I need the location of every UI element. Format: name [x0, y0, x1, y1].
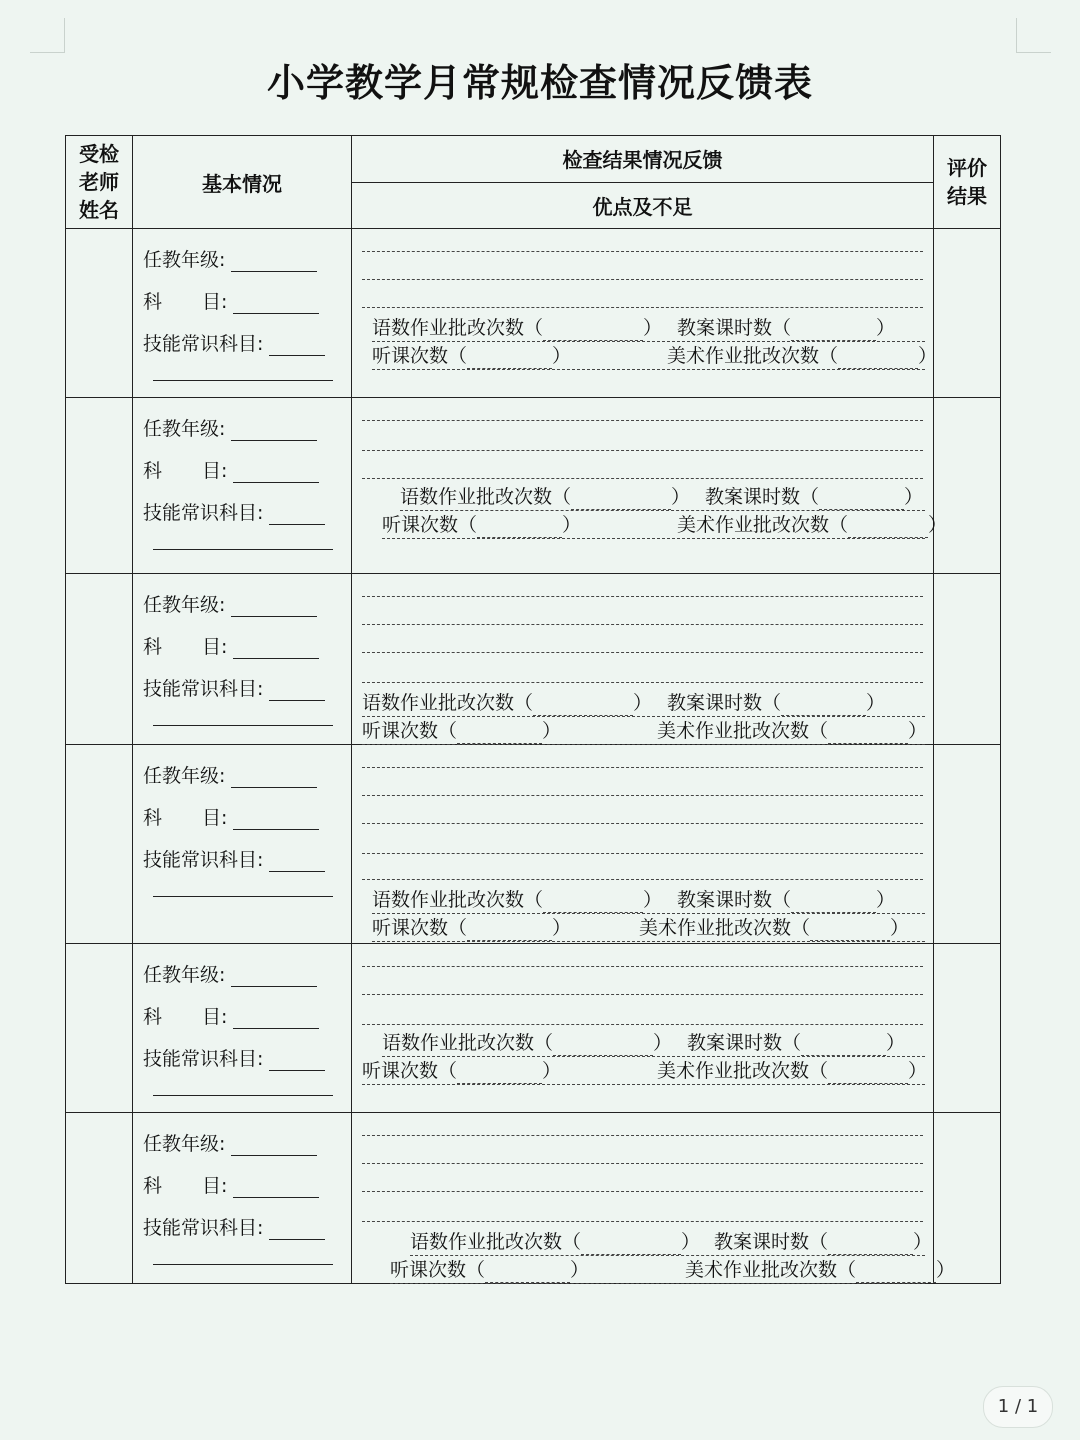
counter-line-2: 听课次数（ ） 美术作业批改次数（ ）	[382, 512, 925, 539]
grade-blank[interactable]	[231, 1135, 317, 1156]
skill-line: 技能常识科目:	[143, 329, 325, 356]
feedback-dashed-line	[362, 652, 923, 653]
header-teacher-name: 受检 老师 姓名	[66, 136, 133, 229]
basic-info-cell	[133, 229, 352, 398]
skill-line: 技能常识科目:	[143, 498, 325, 525]
feedback-dashed-line	[362, 1024, 923, 1025]
feedback-table	[65, 135, 1001, 1284]
counter-line-2: 听课次数（ ） 美术作业批改次数（ ）	[390, 1257, 925, 1284]
feedback-dashed-line	[362, 879, 923, 880]
feedback-dashed-line	[362, 420, 923, 421]
skill-blank[interactable]	[269, 1219, 325, 1240]
grade-line: 任教年级:	[143, 1129, 317, 1156]
teacher-row	[66, 574, 1001, 745]
evaluation-cell[interactable]	[934, 574, 1001, 745]
feedback-dashed-line	[362, 1191, 923, 1192]
feedback-dashed-line	[362, 994, 923, 995]
grade-line: 任教年级:	[143, 960, 317, 987]
art-hw-count[interactable]	[828, 723, 908, 744]
counter-line-1: 语数作业批改次数（ ） 教案课时数（ ）	[372, 315, 925, 342]
feedback-dashed-line	[362, 307, 923, 308]
feedback-dashed-line	[362, 1135, 923, 1136]
counter-line-1: 语数作业批改次数（ ） 教案课时数（ ）	[382, 1030, 925, 1057]
grade-line: 任教年级:	[143, 414, 317, 441]
teacher-row	[66, 745, 1001, 944]
listen-count[interactable]	[485, 1262, 570, 1283]
header-strengths-weaknesses: 优点及不足	[352, 182, 934, 229]
counter-line-2: 听课次数（ ） 美术作业批改次数（ ）	[372, 343, 925, 370]
skill-line-2	[153, 1243, 333, 1265]
art-hw-count[interactable]	[856, 1262, 936, 1283]
subject-blank[interactable]	[233, 809, 319, 830]
basic-info-cell	[133, 398, 352, 574]
lesson-plan-count[interactable]	[801, 1035, 886, 1056]
lesson-plan-count[interactable]	[791, 320, 876, 341]
feedback-dashed-line	[362, 767, 923, 768]
skill-blank-2[interactable]	[153, 1244, 333, 1265]
feedback-cell[interactable]	[352, 1113, 956, 1284]
subject-line: 科 目:	[143, 1002, 319, 1029]
feedback-dashed-line	[362, 795, 923, 796]
listen-count[interactable]	[467, 348, 552, 369]
teacher-row	[66, 398, 1001, 574]
counter-line-2: 听课次数（ ） 美术作业批改次数（ ）	[362, 1058, 925, 1085]
skill-line: 技能常识科目:	[143, 674, 325, 701]
evaluation-cell[interactable]	[934, 229, 1001, 398]
feedback-cell[interactable]	[352, 229, 938, 398]
feedback-dashed-line	[362, 1163, 923, 1164]
skill-line-2	[153, 359, 333, 381]
skill-blank[interactable]	[269, 1050, 325, 1071]
header-feedback: 检查结果情况反馈	[352, 136, 934, 183]
teacher-name-cell[interactable]	[66, 574, 133, 745]
feedback-dashed-line	[362, 1221, 923, 1222]
listen-count[interactable]	[467, 920, 552, 941]
header-basic-info: 基本情况	[133, 136, 352, 229]
skill-line-2	[153, 704, 333, 726]
grade-blank[interactable]	[231, 251, 317, 272]
skill-blank-2[interactable]	[153, 360, 333, 381]
evaluation-cell[interactable]	[934, 745, 1001, 944]
grade-blank[interactable]	[231, 767, 317, 788]
teacher-row	[66, 944, 1001, 1113]
subject-line: 科 目:	[143, 803, 319, 830]
teacher-name-cell[interactable]	[66, 229, 133, 398]
feedback-cell[interactable]	[352, 944, 934, 1113]
skill-blank-2[interactable]	[153, 876, 333, 897]
chinese-hw-count[interactable]	[543, 892, 643, 913]
subject-line: 科 目:	[143, 632, 319, 659]
listen-count[interactable]	[477, 517, 562, 538]
lesson-plan-count[interactable]	[819, 489, 904, 510]
grade-line: 任教年级:	[143, 590, 317, 617]
skill-blank[interactable]	[269, 504, 325, 525]
lesson-plan-count[interactable]	[828, 1234, 913, 1255]
skill-blank[interactable]	[269, 335, 325, 356]
counter-line-2: 听课次数（ ） 美术作业批改次数（ ）	[362, 718, 925, 745]
subject-line: 科 目:	[143, 1171, 319, 1198]
basic-info-cell	[133, 745, 352, 944]
skill-line: 技能常识科目:	[143, 845, 325, 872]
art-hw-count[interactable]	[848, 517, 928, 538]
skill-blank-2[interactable]	[153, 705, 333, 726]
feedback-dashed-line	[362, 478, 923, 479]
lesson-plan-count[interactable]	[791, 892, 876, 913]
lesson-plan-count[interactable]	[781, 695, 866, 716]
feedback-cell[interactable]	[352, 574, 934, 745]
page-corner-mark	[30, 18, 65, 53]
listen-count[interactable]	[457, 1063, 542, 1084]
art-hw-count[interactable]	[838, 348, 918, 369]
counter-line-1: 语数作业批改次数（ ） 教案课时数（ ）	[372, 887, 925, 914]
evaluation-cell[interactable]	[934, 398, 1001, 574]
basic-info-cell	[133, 1113, 352, 1284]
feedback-dashed-line	[362, 682, 923, 683]
feedback-dashed-line	[362, 853, 923, 854]
subject-blank[interactable]	[233, 638, 319, 659]
grade-blank[interactable]	[231, 966, 317, 987]
feedback-cell[interactable]	[352, 745, 934, 944]
feedback-dashed-line	[362, 450, 923, 451]
grade-line: 任教年级:	[143, 245, 317, 272]
page-title: 小学教学月常规检查情况反馈表	[266, 61, 813, 105]
art-hw-count[interactable]	[810, 920, 890, 941]
skill-blank-2[interactable]	[153, 1075, 333, 1096]
chinese-hw-count[interactable]	[571, 489, 671, 510]
teacher-name-cell[interactable]	[66, 398, 133, 574]
subject-blank[interactable]	[233, 293, 319, 314]
feedback-dashed-line	[362, 624, 923, 625]
teacher-name-cell[interactable]	[66, 944, 133, 1113]
feedback-dashed-line	[362, 279, 923, 280]
teacher-name-cell[interactable]	[66, 745, 133, 944]
chinese-hw-count[interactable]	[543, 320, 643, 341]
grade-line: 任教年级:	[143, 761, 317, 788]
subject-line: 科 目:	[143, 456, 319, 483]
counter-line-1: 语数作业批改次数（ ） 教案课时数（ ）	[410, 1229, 925, 1256]
teacher-row	[66, 229, 1001, 398]
skill-line-2	[153, 875, 333, 897]
counter-line-2: 听课次数（ ） 美术作业批改次数（ ）	[372, 915, 925, 942]
chinese-hw-count[interactable]	[581, 1234, 681, 1255]
counter-line-1: 语数作业批改次数（ ） 教案课时数（ ）	[362, 690, 925, 717]
teacher-row	[66, 1113, 1001, 1284]
skill-blank-2[interactable]	[153, 529, 333, 550]
basic-info-cell	[133, 944, 352, 1113]
listen-count[interactable]	[457, 723, 542, 744]
feedback-dashed-line	[362, 596, 923, 597]
feedback-dashed-line	[362, 966, 923, 967]
skill-line: 技能常识科目:	[143, 1044, 325, 1071]
art-hw-count[interactable]	[828, 1063, 908, 1084]
feedback-dashed-line	[362, 823, 923, 824]
skill-line: 技能常识科目:	[143, 1213, 325, 1240]
evaluation-cell[interactable]	[934, 944, 1001, 1113]
subject-blank[interactable]	[233, 1008, 319, 1029]
subject-blank[interactable]	[233, 1177, 319, 1198]
skill-blank[interactable]	[269, 680, 325, 701]
page-indicator: 1 / 1	[983, 1386, 1053, 1428]
feedback-dashed-line	[362, 251, 923, 252]
chinese-hw-count[interactable]	[553, 1035, 653, 1056]
feedback-cell[interactable]	[352, 398, 948, 574]
skill-line-2	[153, 528, 333, 550]
page-corner-mark	[1016, 18, 1051, 53]
header-evaluation: 评价 结果	[934, 136, 1001, 229]
skill-line-2	[153, 1074, 333, 1096]
subject-line: 科 目:	[143, 287, 319, 314]
skill-blank[interactable]	[269, 851, 325, 872]
subject-blank[interactable]	[233, 462, 319, 483]
teacher-name-cell[interactable]	[66, 1113, 133, 1284]
grade-blank[interactable]	[231, 420, 317, 441]
basic-info-cell	[133, 574, 352, 745]
grade-blank[interactable]	[231, 596, 317, 617]
chinese-hw-count[interactable]	[533, 695, 633, 716]
counter-line-1: 语数作业批改次数（ ） 教案课时数（ ）	[400, 484, 925, 511]
